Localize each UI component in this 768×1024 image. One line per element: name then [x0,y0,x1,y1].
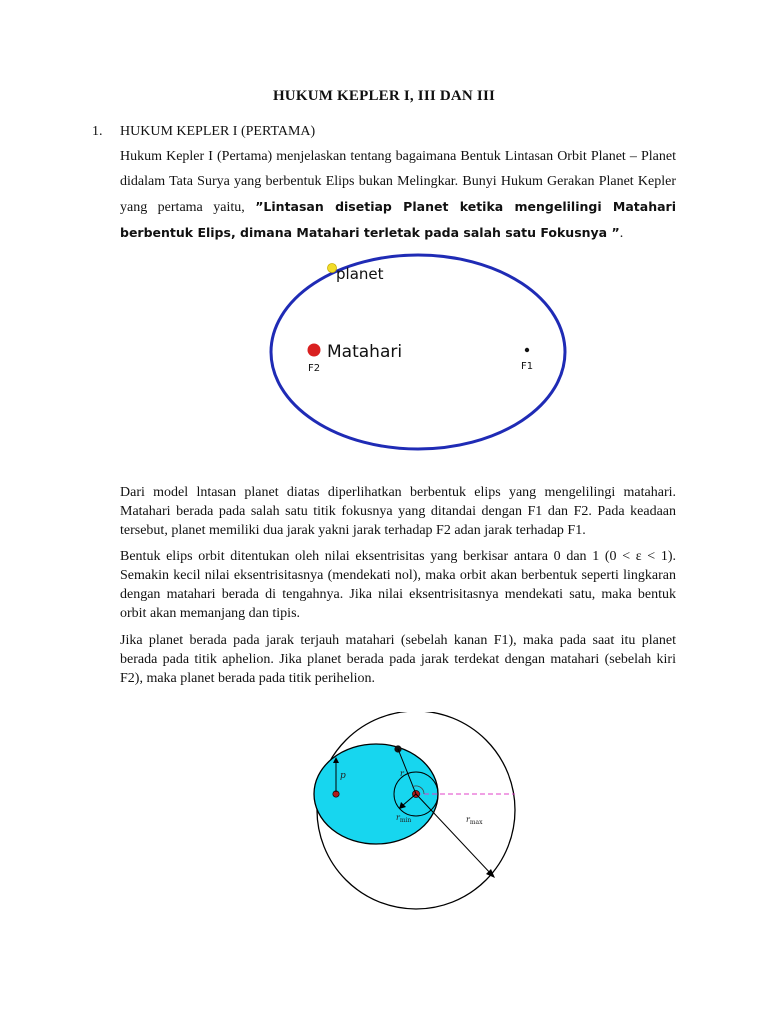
sun-label: Matahari [327,342,403,362]
p-label: p [340,771,346,781]
focus-f2-label: F2 [308,363,321,374]
focus-f1-dot [525,348,529,352]
section-number: 1. [92,124,103,139]
section-heading: HUKUM KEPLER I (PERTAMA) [120,124,316,139]
rmax-arrow-line [416,794,492,875]
sun-dot [308,344,321,357]
rmax-sub: max [469,819,483,826]
rmin-r: r [396,813,400,822]
focus-f1-label: F1 [521,361,534,372]
rmax-label [466,815,483,826]
intro-paragraph [120,144,676,246]
orbit-geometry-figure [300,712,530,912]
paragraph-orbit-model: Dari model lntasan planet diatas diperlihatkan berbentuk elips yang mengelilingi matahari. Matahari berada pada salah satu titik fokusnya yang ditandai dengan F1 dan F2. Pada keadaan tersebut, planet memiliki dua jarak yakni jarak terhadap F2 adan jarak terhadap F1. [120,485,676,538]
rmin-sub: min [399,817,412,824]
paragraph-aphelion-perihelion: Jika planet berada pada jarak terjauh matahari (sebelah kanan F1), maka pada saat itu planet berada pada titik aphelion. Jika planet berada pada jarak terdekat dengan matahari (sebelah kiri F2), maka planet berada pada titik perihelion. [120,633,676,686]
planet-label: planet [336,265,384,283]
intro-text: Hukum Kepler I (Pertama) menjelaskan tentang bagaimana Bentuk Lintasan Orbit Planet – Planet didalam Tata Surya yang berbentuk Elips bukan Melingkar. Bunyi Hukum Gerakan Planet Kepler yang pertama yaitu, [120,149,676,215]
orbit-figure [262,252,572,452]
intro-end: . [619,226,624,241]
r-label: r [400,769,404,778]
document-title: HUKUM KEPLER I, III DAN III [272,88,496,104]
paragraph-eccentricity: Bentuk elips orbit ditentukan oleh nilai eksentrisitas yang berkisar antara 0 dan 1 (0 < ε < 1). Semakin kecil nilai eksentrisitasnya (mendekati nol), maka orbit akan berbentuk seperti lingkaran dengan matahari berada di tengahnya. Jika nilai eksentrisitasnya mendekati satu, maka bentuk orbit akan memanjang dan tipis. [120,549,676,621]
rmax-r: r [466,815,470,824]
kepler-law-statement: ”Lintasan disetiap Planet ketika mengelilingi Matahari berbentuk Elips, dimana Matahari terletak pada salah satu Fokusnya ” [120,199,676,240]
